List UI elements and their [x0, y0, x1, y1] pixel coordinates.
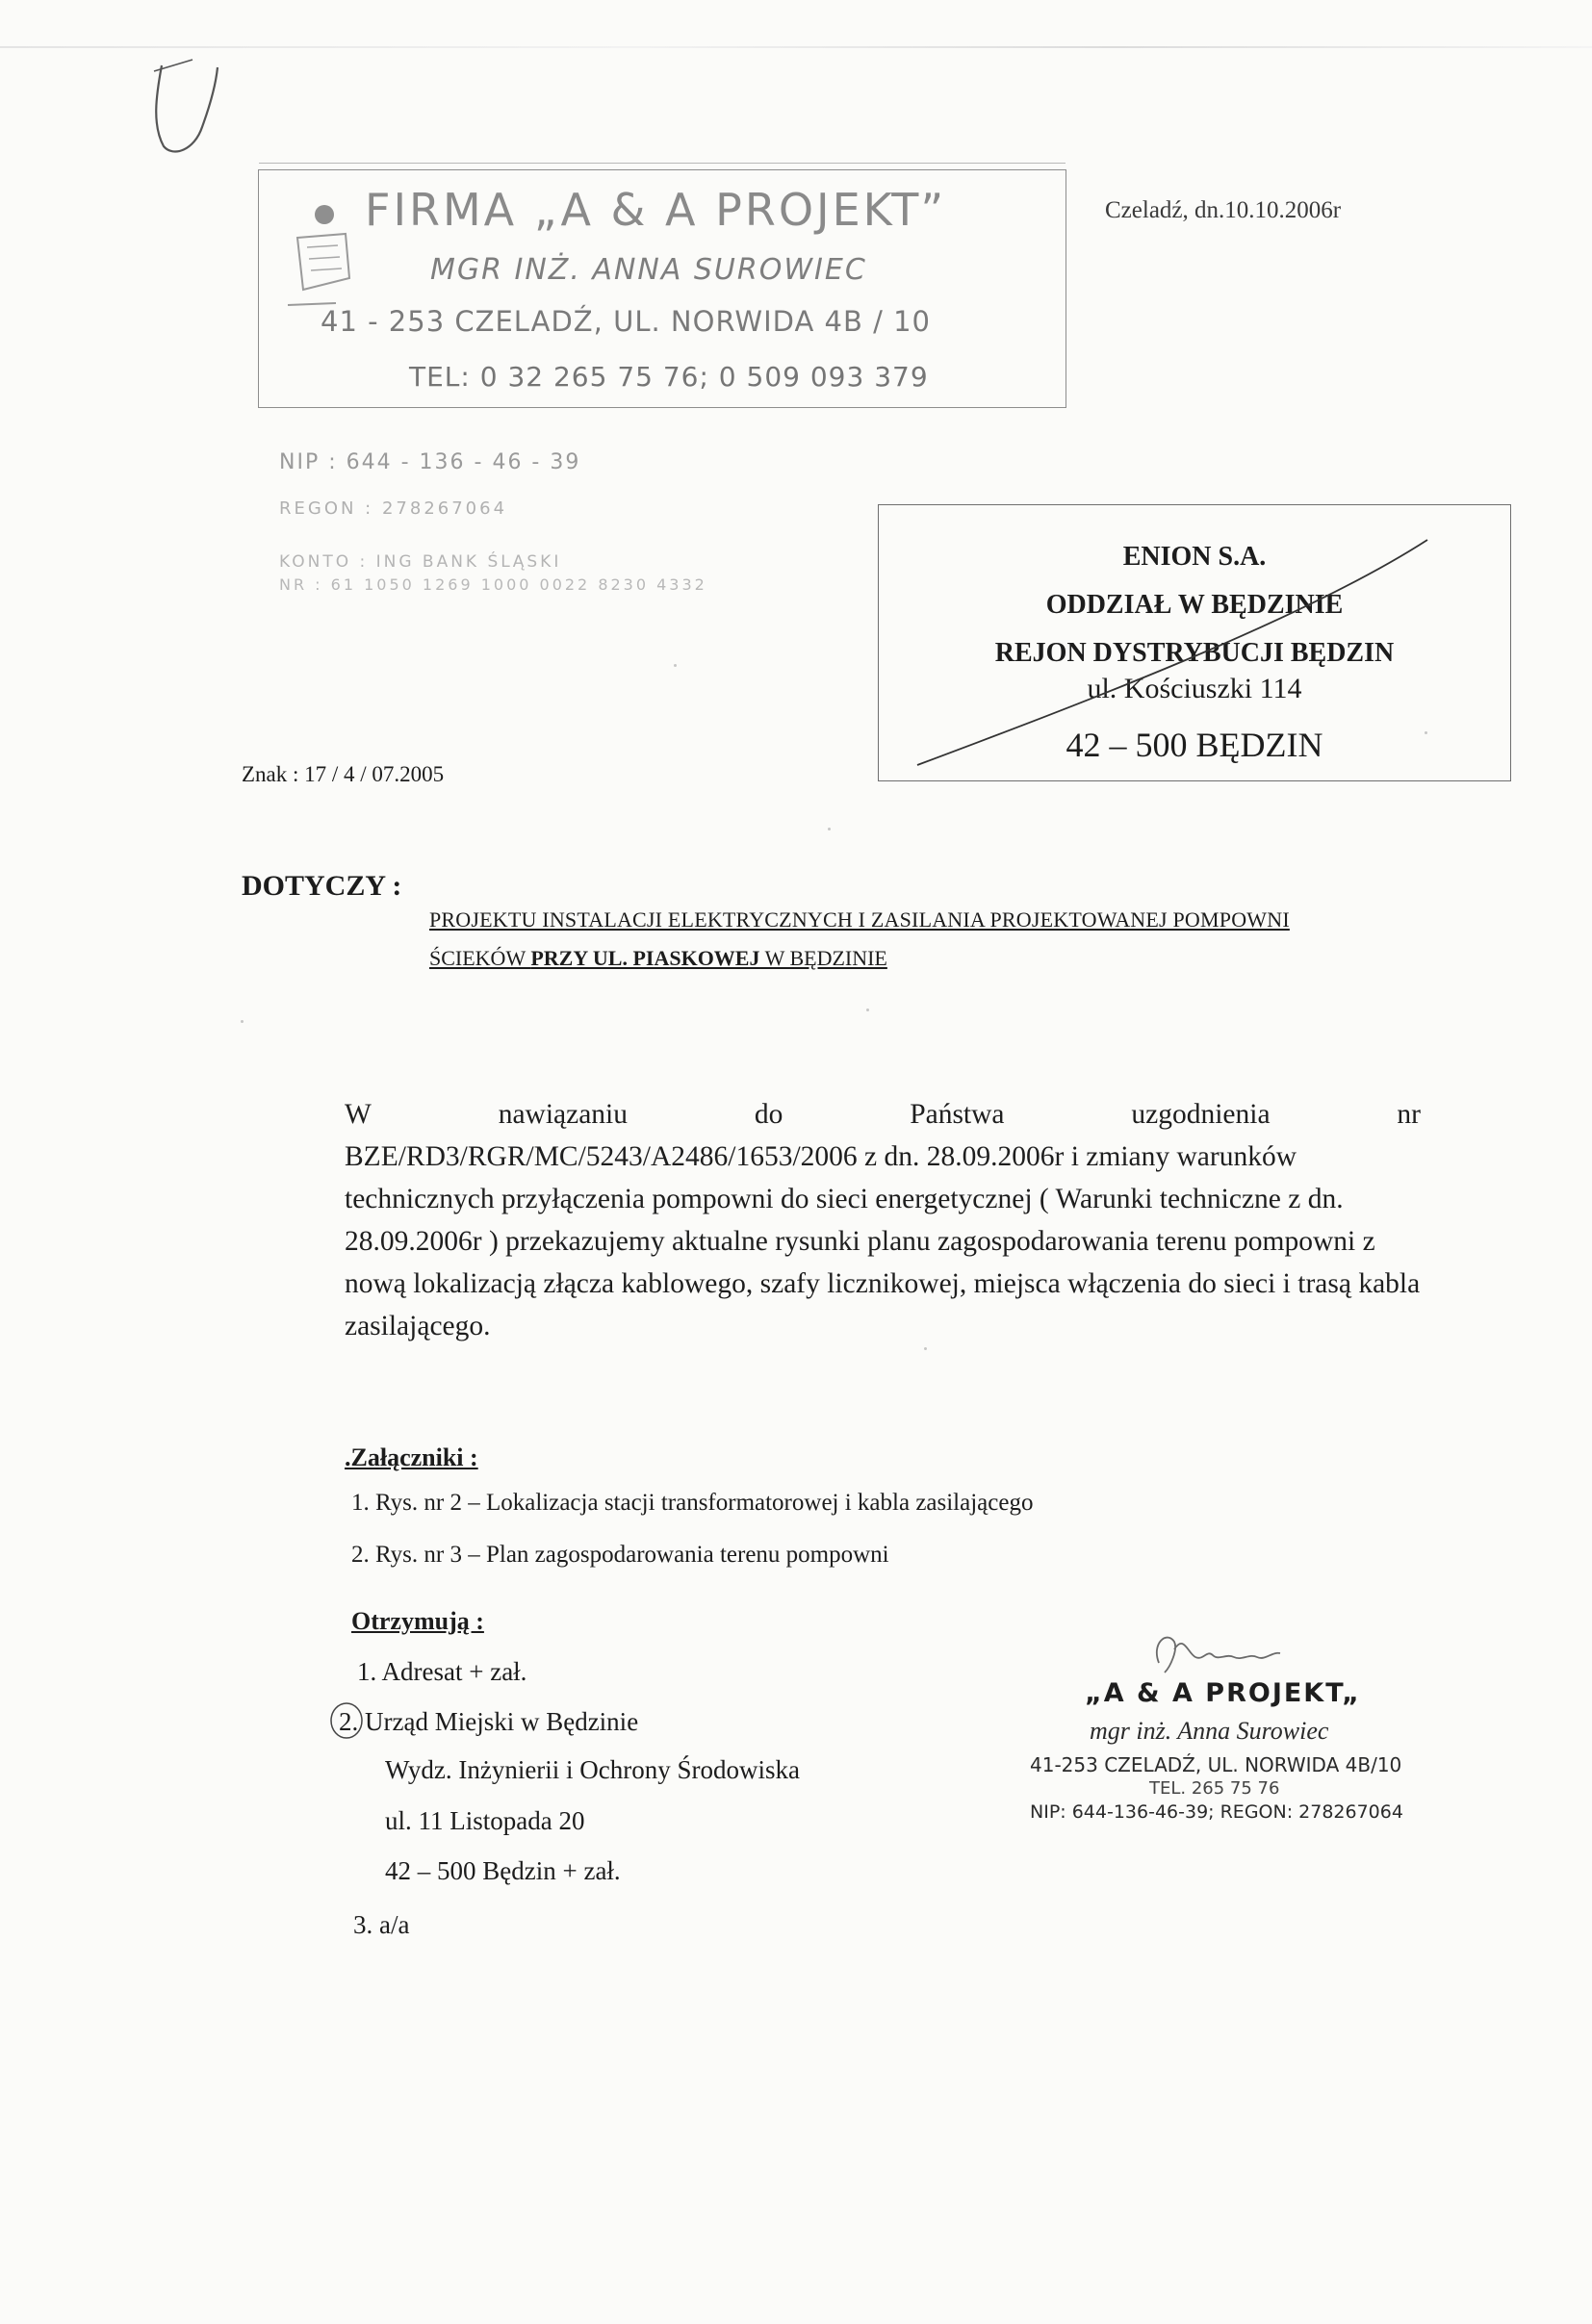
- addressee-city: 42 – 500 BĘDZIN: [1066, 726, 1323, 764]
- subject-label: DOTYCZY :: [242, 870, 402, 902]
- addressee-branch: ODDZIAŁ W BĘDZINIE: [1045, 590, 1344, 620]
- reference-sign: Znak : 17 / 4 / 07.2005: [242, 762, 445, 786]
- scan-speck: [828, 828, 831, 830]
- body-first-line: [345, 1093, 1421, 1136]
- attachments-title: .Załączniki :: [345, 1443, 478, 1471]
- addressee-street: ul. Kościuszki 114: [1087, 673, 1302, 704]
- handwritten-margin-mark: [135, 58, 241, 164]
- subject-line-2-prefix: ŚCIEKÓW: [429, 946, 531, 970]
- letter-date: Czeladź, dn.10.10.2006r: [1105, 197, 1342, 223]
- scan-speck: [241, 1020, 244, 1023]
- recipient-line: 42 – 500 Będzin + zał.: [385, 1856, 621, 1885]
- subject-line-1: PROJEKTU INSTALACJI ELEKTRYCZNYCH I ZASILANIA PROJEKTOWANEJ POMPOWNI: [429, 907, 1290, 932]
- body-word: uzgodnienia: [1131, 1099, 1271, 1130]
- body-word: nawiązaniu: [498, 1099, 629, 1130]
- letterhead-owner: MGR INŻ. ANNA SUROWIEC: [430, 253, 867, 287]
- letterhead-address: 41 - 253 CZELADŹ, UL. NORWIDA 4B / 10: [321, 305, 931, 338]
- signature-telephone: TEL. 265 75 76: [1149, 1778, 1280, 1799]
- signature-firm: „A & A PROJEKT„: [1085, 1678, 1361, 1708]
- hand-circle-mark: [327, 1699, 366, 1742]
- letterhead-telephone: TEL: 0 32 265 75 76; 0 509 093 379: [409, 361, 929, 393]
- signature-nip-regon: NIP: 644-136-46-39; REGON: 278267064: [1030, 1801, 1403, 1823]
- scan-speck: [866, 1009, 869, 1011]
- scan-speck: [1425, 731, 1427, 734]
- addressee-company: ENION S.A.: [1122, 542, 1267, 572]
- letterhead-stamp: [258, 169, 1066, 408]
- addressee-box: [878, 504, 1511, 781]
- signature-address: 41-253 CZELADŹ, UL. NORWIDA 4B/10: [1030, 1753, 1402, 1776]
- signature-owner: mgr inż. Anna Surowiec: [1090, 1717, 1329, 1745]
- company-regon: REGON : 278267064: [279, 498, 508, 519]
- handwritten-signature: [1145, 1624, 1319, 1682]
- recipient-line: 1. Adresat + zał.: [357, 1657, 527, 1686]
- letterhead-firm-name: FIRMA „A & A PROJEKT”: [365, 184, 947, 236]
- company-account-number: NR : 61 1050 1269 1000 0022 8230 4332: [279, 575, 707, 594]
- body-word: do: [754, 1099, 783, 1130]
- body-word: W: [345, 1099, 372, 1130]
- scan-speck: [674, 664, 677, 667]
- attachment-item: 1. Rys. nr 2 – Lokalizacja stacji transformatorowej i kabla zasilającego: [351, 1490, 1034, 1516]
- body-word: Państwa: [910, 1099, 1005, 1130]
- body-word: nr: [1397, 1099, 1421, 1130]
- drafting-figure-icon: [278, 190, 365, 315]
- recipient-line: Wydz. Inżynierii i Ochrony Środowiska: [385, 1755, 801, 1784]
- scan-speck: [924, 1347, 927, 1350]
- company-bank: KONTO : ING BANK ŚLĄSKI: [279, 552, 562, 572]
- strike-through-line: [879, 505, 1512, 782]
- body-paragraph: BZE/RD3/RGR/MC/5243/A2486/1653/2006 z dn. 28.09.2006r i zmiany warunków technicznych przyłączenia pompowni do sieci energetycznej ( Warunki techniczne z dn. 28.09.2006r ) przekazujemy aktualne rysunki planu zagospodarowania terenu pompowni z nową lokalizacją złącza kablowego, szafy licznikowej, miejsca włączenia do sieci i trasą kabla zasilającego.: [345, 1141, 1421, 1341]
- recipient-line: ul. 11 Listopada 20: [385, 1806, 585, 1835]
- subject-line-2-suffix: W BĘDZINIE: [759, 946, 887, 970]
- company-nip: NIP : 644 - 136 - 46 - 39: [279, 450, 581, 474]
- subject-line-2-street: PRZY UL. PIASKOWEJ: [530, 946, 760, 970]
- addressee-region: REJON DYSTRYBUCJI BĘDZIN: [994, 638, 1395, 668]
- stamp-top-rule: [259, 163, 1066, 164]
- recipients-title: Otrzymują :: [351, 1607, 484, 1635]
- subject-line-2: [429, 946, 887, 971]
- scan-edge-line: [0, 46, 1592, 48]
- attachment-item: 2. Rys. nr 3 – Plan zagospodarowania terenu pompowni: [351, 1542, 889, 1568]
- recipient-line: 2. Urząd Miejski w Będzinie: [339, 1707, 639, 1736]
- letter-body: [345, 1093, 1421, 1347]
- recipient-line: 3. a/a: [353, 1910, 410, 1939]
